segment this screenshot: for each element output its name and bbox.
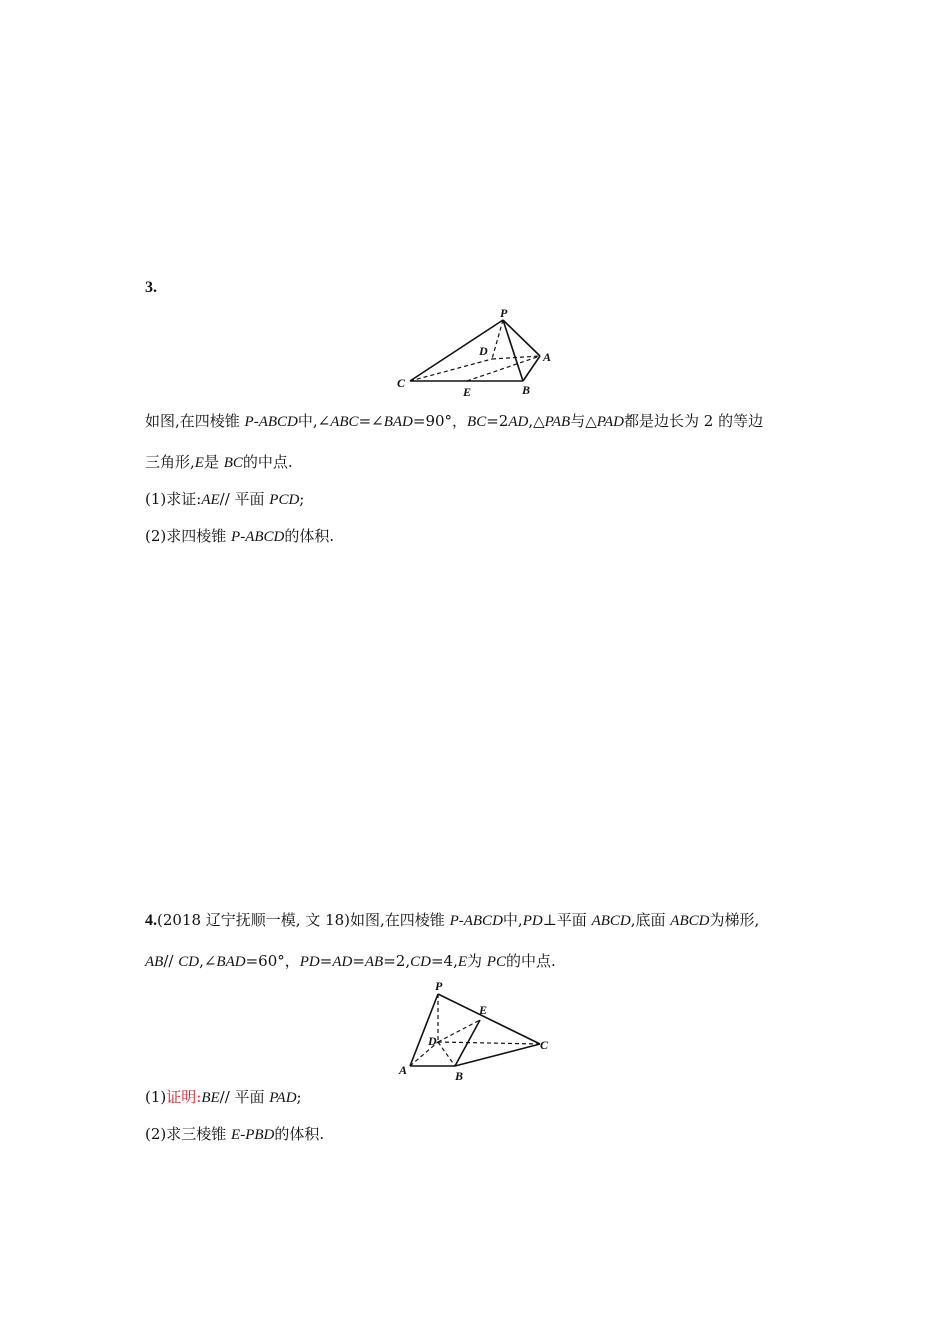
q4-statement-line2: AB// CD,∠BAD=60°，PD=AD=AB=2,CD=4,E为 PC的中点. xyxy=(145,952,556,970)
q4-part2: (2)求三棱锥 E-PBD的体积. xyxy=(145,1125,325,1143)
question-4-number: 4. xyxy=(145,912,157,929)
q3-label-d: D xyxy=(479,344,488,358)
q4-label-b: B xyxy=(455,1069,464,1083)
q3-statement-line2: 三角形,E是 BC的中点. xyxy=(145,453,293,471)
q3-label-c: C xyxy=(397,376,406,390)
q3-label-a: A xyxy=(543,350,552,364)
q4-statement-line1: 4.(2018 辽宁抚顺一模, 文 18)如图,在四棱锥 P-ABCD中,PD⊥平面 ABCD,底面 ABCD为梯形, xyxy=(145,911,760,929)
q4-label-d: D xyxy=(428,1034,437,1048)
q3-label-e: E xyxy=(463,385,472,399)
q3-part2: (2)求四棱锥 P-ABCD的体积. xyxy=(145,527,335,545)
q4-label-e: E xyxy=(479,1003,488,1017)
q3-pyramid-figure xyxy=(390,305,560,400)
q3-statement-line1: 如图,在四棱锥 P-ABCD中,∠ABC=∠BAD=90°，BC=2AD,△PAB与△PAD都是边长为 2 的等边 xyxy=(145,412,764,430)
question-3-number: 3. xyxy=(145,279,157,296)
q3-part1: (1)求证:AE// 平面 PCD; xyxy=(145,490,305,508)
q3-label-b: B xyxy=(522,383,531,397)
q4-pyramid-figure xyxy=(395,978,560,1083)
q4-part1: (1)证明:BE// 平面 PAD; xyxy=(145,1088,302,1106)
q4-label-p: P xyxy=(435,979,443,993)
q4-label-a: A xyxy=(399,1063,408,1077)
q3-label-p: P xyxy=(500,306,508,320)
q4-label-c: C xyxy=(540,1038,549,1052)
